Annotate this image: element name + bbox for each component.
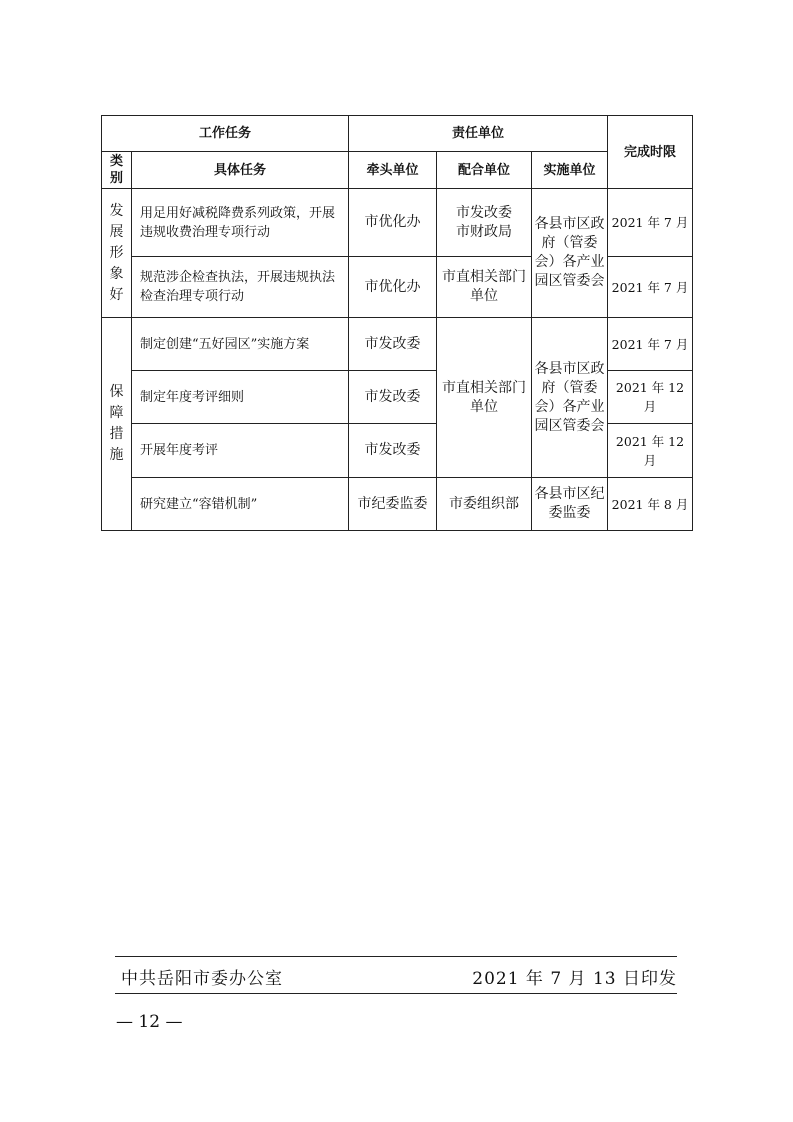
- coop-unit-cell: [437, 257, 532, 318]
- task-cell: 规范涉企检查执法，开展违规执法检查治理专项行动: [132, 257, 349, 318]
- implementing-unit-text: 各县市区政府（管委会）各产业园区管委会: [534, 216, 605, 289]
- task-cell: 制定年度考评细则: [132, 371, 349, 424]
- task-table: [101, 115, 693, 531]
- coop-unit-text: 市直相关部门单位: [442, 379, 527, 415]
- lead-unit-cell: 市优化办: [349, 189, 437, 257]
- deadline-cell: 2021 年 8 月: [608, 478, 693, 531]
- footer-top-rule: [115, 956, 677, 957]
- footer-issue-date: 2021 年 7 月 13 日印发: [472, 969, 677, 989]
- coop-unit-text: 市直相关部门单位: [442, 269, 527, 304]
- table-row: [102, 189, 693, 257]
- category-cell: [102, 189, 132, 318]
- implementing-unit-cell: [532, 318, 608, 478]
- deadline-cell: 2021 年 7 月: [608, 257, 693, 318]
- header-category: [102, 152, 132, 189]
- category-cell: [102, 318, 132, 531]
- coop-unit-cell: 市委组织部: [437, 478, 532, 531]
- category-label: 发展形象好: [109, 202, 124, 303]
- footer-issuer: 中共岳阳市委办公室: [121, 969, 283, 989]
- header-lead-unit: 牵头单位: [349, 152, 437, 189]
- lead-unit-cell: 市发改委: [349, 424, 437, 478]
- lead-unit-cell: 市发改委: [349, 318, 437, 371]
- lead-unit-cell: 市发改委: [349, 371, 437, 424]
- task-cell: 研究建立“容错机制”: [132, 478, 349, 531]
- lead-unit-cell: 市优化办: [349, 257, 437, 318]
- footer-bottom-rule: [115, 993, 677, 994]
- header-cooperating-unit: 配合单位: [437, 152, 532, 189]
- header-deadline: 完成时限: [608, 116, 693, 189]
- deadline-cell: 2021 年 12 月: [608, 424, 693, 478]
- header-category-text: 类别: [110, 154, 124, 186]
- task-cell: 用足用好减税降费系列政策，开展违规收费治理专项行动: [132, 189, 349, 257]
- page-number: — 12 —: [116, 1012, 183, 1032]
- deadline-cell: 2021 年 7 月: [608, 189, 693, 257]
- category-label: 保障措施: [109, 384, 124, 463]
- header-work-task: 工作任务: [102, 116, 349, 152]
- header-implementing-unit: 实施单位: [532, 152, 608, 189]
- coop-unit-cell: [437, 318, 532, 478]
- implementing-unit-cell: [532, 189, 608, 318]
- table-row: [102, 478, 693, 531]
- header-specific-task: 具体任务: [132, 152, 349, 189]
- header-responsible-unit: 责任单位: [349, 116, 608, 152]
- lead-unit-cell: 市纪委监委: [349, 478, 437, 531]
- task-cell: 制定创建“五好园区”实施方案: [132, 318, 349, 371]
- implementing-unit-cell: [532, 478, 608, 531]
- coop-unit-cell: 市发改委 市财政局: [437, 189, 532, 257]
- table-row: [102, 318, 693, 371]
- deadline-cell: 2021 年 12 月: [608, 371, 693, 424]
- deadline-cell: 2021 年 7 月: [608, 318, 693, 371]
- task-cell: 开展年度考评: [132, 424, 349, 478]
- implementing-unit-text: 各县市区政府（管委会）各产业园区管委会: [534, 360, 605, 434]
- implementing-unit-text: 各县市区纪委监委: [534, 486, 605, 521]
